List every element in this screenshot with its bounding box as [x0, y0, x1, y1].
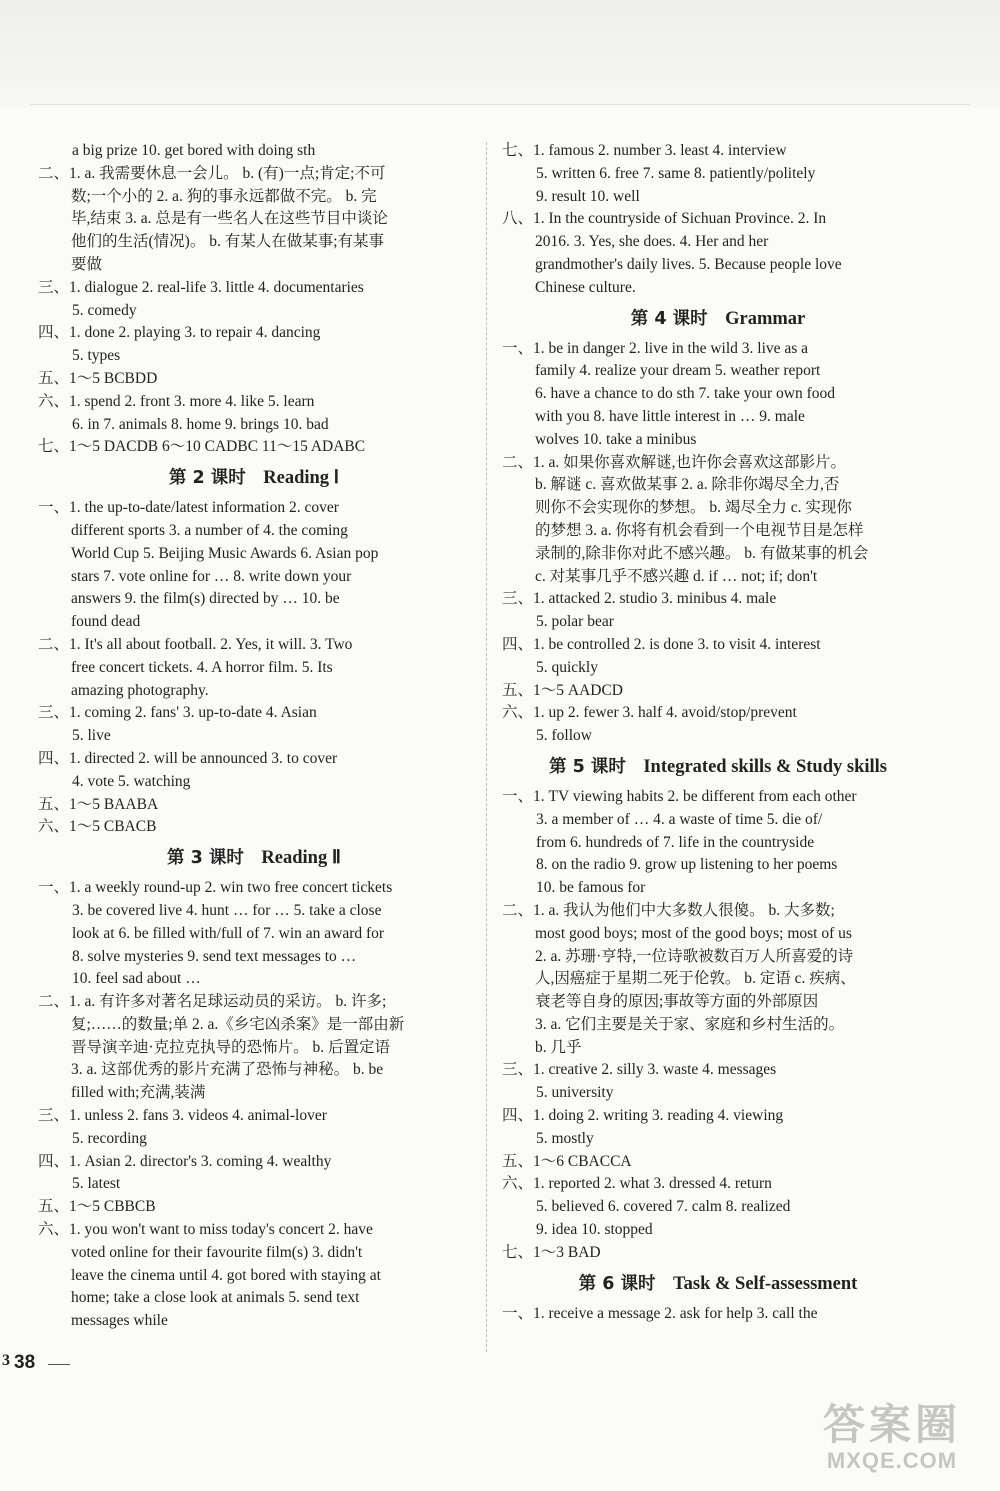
answer-line: 3. a. 它们主要是关于家、家庭和乡村生活的。: [535, 1015, 845, 1033]
answer-line: grandmother's daily lives. 5. Because people love: [535, 255, 842, 273]
lesson-heading: [38, 459, 470, 497]
answer-line: 五、1～5 CBBCB: [38, 1198, 156, 1216]
lesson-number: 第 5 课时: [548, 756, 626, 777]
answer-line: 四、1. doing 2. writing 3. reading 4. viewing: [502, 1107, 784, 1125]
answer-line: 8. on the radio 9. grow up listening to her poems: [536, 856, 838, 874]
answer-line: World Cup 5. Beijing Music Awards 6. Asian pop: [71, 544, 379, 562]
answer-line: most good boys; most of the good boys; most of us: [535, 924, 852, 942]
lesson-title: Reading Ⅰ: [263, 468, 340, 489]
answer-line: 三、1. unless 2. fans 3. videos 4. animal-lover: [38, 1107, 327, 1125]
answer-line: 五、1～5 BCBDD: [38, 369, 158, 387]
answer-line: stars 7. vote online for … 8. write down your: [71, 567, 352, 585]
answer-line: 5. mostly: [536, 1129, 594, 1147]
answer-line: 四、1. done 2. playing 3. to repair 4. dancing: [38, 324, 321, 342]
answer-line: voted online for their favourite film(s) 3. didn't: [71, 1243, 363, 1261]
answer-line: 二、1. a. 如果你喜欢解谜,也许你会喜欢这部影片。: [502, 453, 847, 471]
right-column: [502, 140, 934, 1325]
answer-line: 5. polar bear: [536, 613, 614, 631]
page-top-shadow: [0, 0, 1000, 108]
answer-line: 5. types: [72, 347, 121, 365]
answer-line: 5. university: [536, 1084, 614, 1102]
watermark: [802, 1392, 982, 1487]
lesson-heading: [38, 839, 470, 877]
answer-line: 2. a. 苏珊·亨特,一位诗歌被数百万人所喜爱的诗: [535, 947, 854, 965]
answer-line: 二、1. a. 有许多对著名足球运动员的采访。 b. 许多;: [38, 993, 387, 1011]
answer-line: 二、1. It's all about football. 2. Yes, it will. 3. Two: [38, 635, 353, 653]
margin-mark: 3: [2, 1352, 10, 1369]
lesson-heading: [502, 300, 934, 338]
answer-line: with you 8. have little interest in … 9. male: [535, 407, 805, 425]
lesson-number: 第 6 课时: [578, 1273, 656, 1294]
answer-line: 三、1. creative 2. silly 3. waste 4. messages: [502, 1061, 777, 1079]
answer-line: look at 6. be filled with/full of 7. win an award for: [72, 924, 385, 942]
answer-line: 4. vote 5. watching: [72, 772, 191, 790]
answer-line: found dead: [71, 613, 141, 631]
top-rule: [30, 104, 970, 105]
answer-line: 5. latest: [72, 1175, 121, 1193]
answer-line: 则你不会实现你的梦想。 b. 竭尽全力 c. 实现你: [535, 499, 852, 517]
answer-line: 5. comedy: [72, 301, 137, 319]
answer-line: 一、1. receive a message 2. ask for help 3. call the: [502, 1304, 818, 1322]
answer-line: 四、1. be controlled 2. is done 3. to visit 4. interest: [502, 635, 821, 653]
answer-line: 3. be covered live 4. hunt … for … 5. take a close: [72, 901, 382, 919]
answer-line: 七、1～5 DACDB 6～10 CADBC 11～15 ADABC: [38, 438, 366, 456]
answer-line: 5. follow: [536, 727, 592, 745]
answer-line: wolves 10. take a minibus: [535, 430, 697, 448]
answer-line: leave the cinema until 4. got bored with staying at: [71, 1266, 381, 1284]
lesson-number: 第 2 课时: [168, 468, 246, 489]
answer-line: 6. in 7. animals 8. home 9. brings 10. bad: [72, 415, 329, 433]
answer-line: 9. result 10. well: [536, 187, 640, 205]
answer-line: 录制的,除非你对此不感兴趣。 b. 有做某事的机会: [535, 544, 869, 562]
answer-line: 晋导演辛迪·克拉克执导的恐怖片。 b. 后置定语: [71, 1038, 391, 1056]
column-divider: [486, 142, 488, 1352]
answer-line: amazing photography.: [71, 681, 209, 699]
lesson-heading: [502, 748, 934, 786]
answer-line: family 4. realize your dream 5. weather report: [535, 362, 821, 380]
answer-line: 2016. 3. Yes, she does. 4. Her and her: [535, 233, 769, 251]
answer-line: 10. feel sad about …: [72, 970, 201, 988]
answer-line: 六、1～5 CBACB: [38, 818, 157, 836]
lesson-heading: [502, 1265, 934, 1303]
answer-line: 5. written 6. free 7. same 8. patiently/politely: [536, 164, 816, 182]
answer-line: 9. idea 10. stopped: [536, 1221, 653, 1239]
answer-line: 数;一个小的 2. a. 狗的事永远都做不完。 b. 完: [71, 187, 377, 205]
lesson-title: Reading Ⅱ: [261, 848, 341, 869]
answer-line: 六、1. up 2. fewer 3. half 4. avoid/stop/prevent: [502, 704, 797, 722]
answer-line: 人,因癌症于星期二死于伦敦。 b. 定语 c. 疾病、: [535, 970, 856, 988]
answer-line: 10. be famous for: [536, 879, 646, 897]
answer-line: a big prize 10. get bored with doing sth: [72, 142, 316, 159]
answer-line: 5. recording: [72, 1129, 147, 1147]
page-number: 38: [14, 1352, 36, 1373]
answer-line: 三、1. attacked 2. studio 3. minibus 4. male: [502, 590, 777, 608]
answer-line: 5. quickly: [536, 658, 598, 676]
answer-line: 七、1. famous 2. number 3. least 4. interview: [502, 142, 787, 159]
answer-line: 3. a member of … 4. a waste of time 5. die of/: [536, 810, 823, 828]
answer-line: 8. solve mysteries 9. send text messages to …: [72, 947, 357, 965]
answer-line: 三、1. dialogue 2. real-life 3. little 4. documentaries: [38, 278, 364, 296]
answer-line: 七、1～3 BAD: [502, 1243, 601, 1261]
answer-line: 要做: [71, 255, 103, 273]
answer-line: c. 对某事几乎不感兴趣 d. if … not; if; don't: [535, 567, 818, 585]
answer-line: 二、1. a. 我认为他们中大多数人很傻。 b. 大多数;: [502, 901, 835, 919]
answer-line: 五、1～6 CBACCA: [502, 1152, 632, 1170]
answer-line: 一、1. a weekly round-up 2. win two free concert tickets: [38, 879, 393, 897]
left-column: [38, 140, 470, 1333]
answer-line: home; take a close look at animals 5. send text: [71, 1289, 360, 1307]
answer-line: b. 解谜 c. 喜欢做某事 2. a. 除非你竭尽全力,否: [535, 476, 840, 494]
lesson-number: 第 4 课时: [630, 308, 708, 329]
answer-line: answers 9. the film(s) directed by … 10. be: [71, 590, 340, 608]
answer-line: 一、1. be in danger 2. live in the wild 3. live as a: [502, 339, 809, 357]
answer-line: 六、1. reported 2. what 3. dressed 4. return: [502, 1175, 772, 1193]
answer-line: b. 几乎: [535, 1038, 582, 1056]
answer-line: 五、1～5 AADCD: [502, 681, 623, 699]
answer-line: 5. believed 6. covered 7. calm 8. realized: [536, 1198, 791, 1216]
answer-line: Chinese culture.: [535, 278, 636, 296]
watermark-url: MXQE.COM: [826, 1448, 958, 1473]
answer-line: 三、1. coming 2. fans' 3. up-to-date 4. Asian: [38, 704, 317, 722]
answer-line: 衰老等自身的原因;事故等方面的外部原因: [535, 993, 819, 1011]
lesson-title: Grammar: [725, 308, 806, 329]
answer-line: 3. a. 这部优秀的影片充满了恐怖与神秘。 b. be: [71, 1061, 384, 1079]
answer-line: 八、1. In the countryside of Sichuan Province. 2. In: [502, 210, 827, 228]
answer-line: 5. live: [72, 727, 111, 745]
answer-line: 6. have a chance to do sth 7. take your own food: [535, 385, 836, 403]
answer-line: 四、1. Asian 2. director's 3. coming 4. wealthy: [38, 1152, 332, 1170]
answer-line: 的梦想 3. a. 你将有机会看到一个电视节目是怎样: [535, 521, 864, 539]
lesson-title: Integrated skills & Study skills: [643, 756, 887, 777]
answer-line: 毕,结束 3. a. 总是有一些名人在这些节目中谈论: [71, 210, 388, 228]
answer-line: 六、1. spend 2. front 3. more 4. like 5. learn: [38, 392, 315, 410]
answer-line: 一、1. the up-to-date/latest information 2. cover: [38, 499, 339, 517]
answer-line: different sports 3. a number of 4. the coming: [71, 521, 348, 539]
answer-line: free concert tickets. 4. A horror film. 5. Its: [71, 658, 333, 676]
lesson-title: Task & Self-assessment: [673, 1273, 858, 1294]
page-number-rule: [48, 1364, 70, 1365]
answer-line: 一、1. TV viewing habits 2. be different from each other: [502, 787, 857, 805]
answer-line: 四、1. directed 2. will be announced 3. to cover: [38, 749, 338, 767]
answer-line: filled with;充满,装满: [71, 1084, 206, 1102]
watermark-logo-text: 答案圈: [822, 1400, 961, 1449]
answer-line: 他们的生活(情况)。 b. 有某人在做某事;有某事: [71, 233, 385, 251]
answer-line: from 6. hundreds of 7. life in the countryside: [536, 833, 815, 851]
answer-line: 二、1. a. 我需要休息一会儿。 b. (有)一点;肯定;不可: [38, 164, 386, 182]
answer-line: 复;……的数量;单 2. a.《乡宅凶杀案》是一部由新: [71, 1015, 405, 1033]
answer-line: messages while: [71, 1312, 168, 1330]
lesson-number: 第 3 课时: [167, 848, 244, 869]
answer-line: 六、1. you won't want to miss today's concert 2. have: [38, 1221, 373, 1239]
answer-line: 五、1～5 BAABA: [38, 795, 159, 813]
